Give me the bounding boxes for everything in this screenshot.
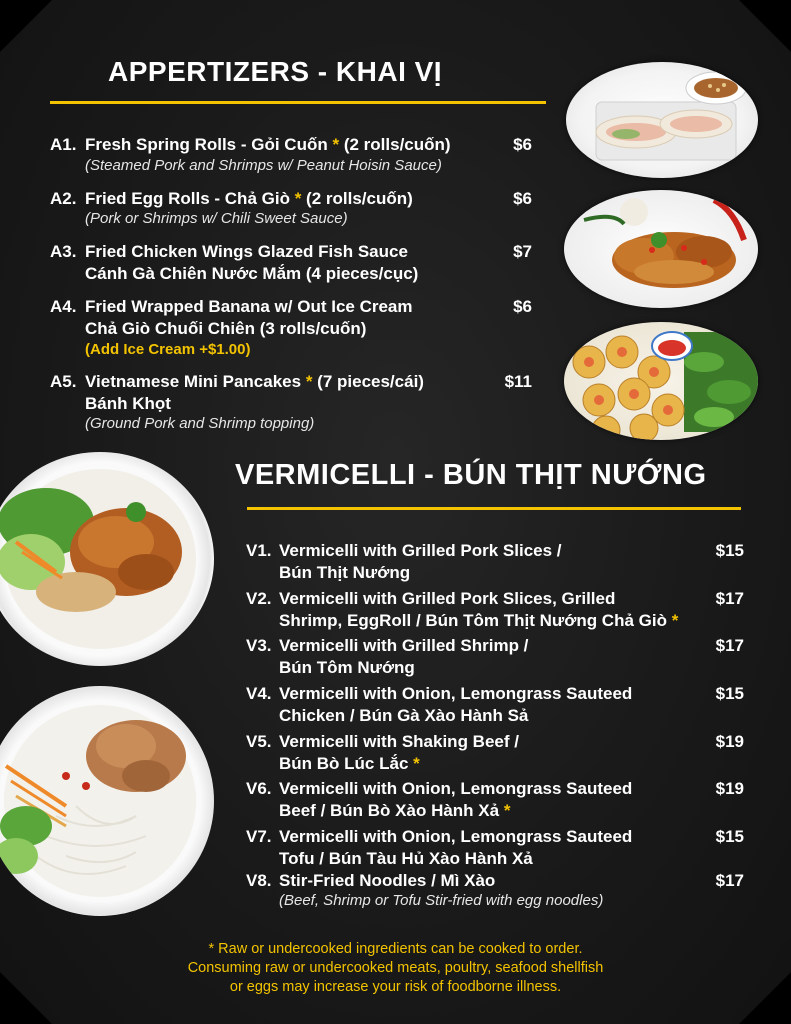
item-code: V6. — [246, 779, 272, 798]
item-code: V7. — [246, 827, 272, 846]
spring-rolls-illustration — [566, 62, 758, 178]
item-price: $15 — [715, 827, 744, 846]
chicken-wings-illustration — [564, 190, 758, 308]
item-price: $19 — [715, 779, 744, 798]
vermicelli-title: VERMICELLI - BÚN THỊT NƯỚNG — [235, 459, 707, 491]
item-name-line2: Bún Bò Lúc Lắc * — [279, 754, 420, 773]
item-name-line2: Chicken / Bún Gà Xào Hành Sả — [279, 706, 529, 725]
item-name-line2: Beef / Bún Bò Xào Hành Xả * — [279, 801, 511, 820]
vermicelli-rule — [247, 507, 741, 510]
raw-star: * — [294, 189, 302, 208]
item-name-line2: Tofu / Bún Tàu Hủ Xào Hành Xả — [279, 849, 533, 868]
disclaimer-line-3: or eggs may increase your risk of foodborne illness. — [229, 979, 562, 995]
item-code: V2. — [246, 589, 272, 608]
item-code: V1. — [246, 541, 272, 560]
item-code: V3. — [246, 636, 272, 655]
raw-star: * — [305, 372, 313, 391]
item-code: A4. — [50, 297, 77, 316]
item-price: $6 — [513, 189, 532, 208]
item-name: Vermicelli with Grilled Pork Slices, Grilled — [279, 589, 616, 608]
item-price: $17 — [715, 589, 744, 608]
item-price: $17 — [715, 636, 744, 655]
item-name: Fried Wrapped Banana w/ Out Ice Cream — [85, 297, 413, 316]
item-name: Fried Egg Rolls - Chả Giò * (2 rolls/cuốn) — [85, 189, 413, 208]
item-price: $6 — [513, 297, 532, 316]
item-name: Vermicelli with Grilled Shrimp / — [279, 636, 529, 655]
item-description: (Beef, Shrimp or Tofu Stir-fried with egg noodles) — [279, 892, 604, 909]
item-name-vietnamese: Bánh Khọt — [85, 394, 171, 413]
mini-pancakes-photo — [564, 322, 758, 440]
item-price: $19 — [715, 732, 744, 751]
item-description: (Pork or Shrimps w/ Chili Sweet Sauce) — [85, 210, 348, 227]
item-code: A1. — [50, 135, 77, 154]
disclaimer-line-1: * Raw or undercooked ingredients can be cooked to order. — [208, 941, 583, 957]
chicken-wings-photo — [564, 190, 758, 308]
item-name-vietnamese: Cánh Gà Chiên Nước Mắm (4 pieces/cục) — [85, 264, 419, 283]
mini-pancakes-illustration — [564, 322, 758, 440]
item-price: $15 — [715, 541, 744, 560]
item-price: $7 — [513, 242, 532, 261]
item-price: $15 — [715, 684, 744, 703]
raw-star: * — [671, 611, 679, 630]
item-name-vietnamese: Chả Giò Chuối Chiên (3 rolls/cuốn) — [85, 319, 367, 338]
food-safety-disclaimer — [0, 940, 791, 997]
item-price: $11 — [504, 372, 532, 391]
item-code: A3. — [50, 242, 77, 261]
spring-rolls-photo — [566, 62, 758, 178]
item-name: Vermicelli with Onion, Lemongrass Sauteed — [279, 779, 633, 798]
item-description: (Ground Pork and Shrimp topping) — [85, 415, 315, 432]
item-price: $17 — [715, 871, 744, 890]
disclaimer-line-2: Consuming raw or undercooked meats, poultry, seafood shellfish — [187, 960, 604, 976]
item-code: V5. — [246, 732, 272, 751]
add-ice-cream-note: (Add Ice Cream +$1.00) — [85, 341, 251, 358]
item-name: Vermicelli with Onion, Lemongrass Sauteed — [279, 684, 633, 703]
item-name: Fresh Spring Rolls - Gỏi Cuốn * (2 rolls/cuốn) — [85, 135, 451, 154]
item-name: Fried Chicken Wings Glazed Fish Sauce — [85, 242, 408, 261]
item-price: $6 — [513, 135, 532, 154]
item-name-line2: Shrimp, EggRoll / Bún Tôm Thịt Nướng Chả Giò * — [279, 611, 679, 630]
appetizers-rule — [50, 101, 546, 104]
item-code: A5. — [50, 372, 77, 391]
raw-star: * — [503, 801, 511, 820]
item-name-line2: Bún Thịt Nướng — [279, 563, 411, 582]
item-name: Vermicelli with Onion, Lemongrass Sauteed — [279, 827, 633, 846]
item-name: Vietnamese Mini Pancakes * (7 pieces/cái) — [85, 372, 424, 391]
item-description: (Steamed Pork and Shrimps w/ Peanut Hoisin Sauce) — [85, 157, 442, 174]
item-code: V4. — [246, 684, 272, 703]
item-code: V8. — [246, 871, 272, 890]
item-code: A2. — [50, 189, 77, 208]
item-name-line2: Bún Tôm Nướng — [279, 658, 415, 677]
appetizers-title: APPERTIZERS - KHAI VỊ — [108, 56, 443, 87]
item-name: Stir-Fried Noodles / Mì Xào — [279, 871, 496, 890]
raw-star: * — [413, 754, 420, 773]
item-name: Vermicelli with Grilled Pork Slices / — [279, 541, 562, 560]
item-name: Vermicelli with Shaking Beef / — [279, 732, 519, 751]
raw-star: * — [332, 135, 340, 154]
